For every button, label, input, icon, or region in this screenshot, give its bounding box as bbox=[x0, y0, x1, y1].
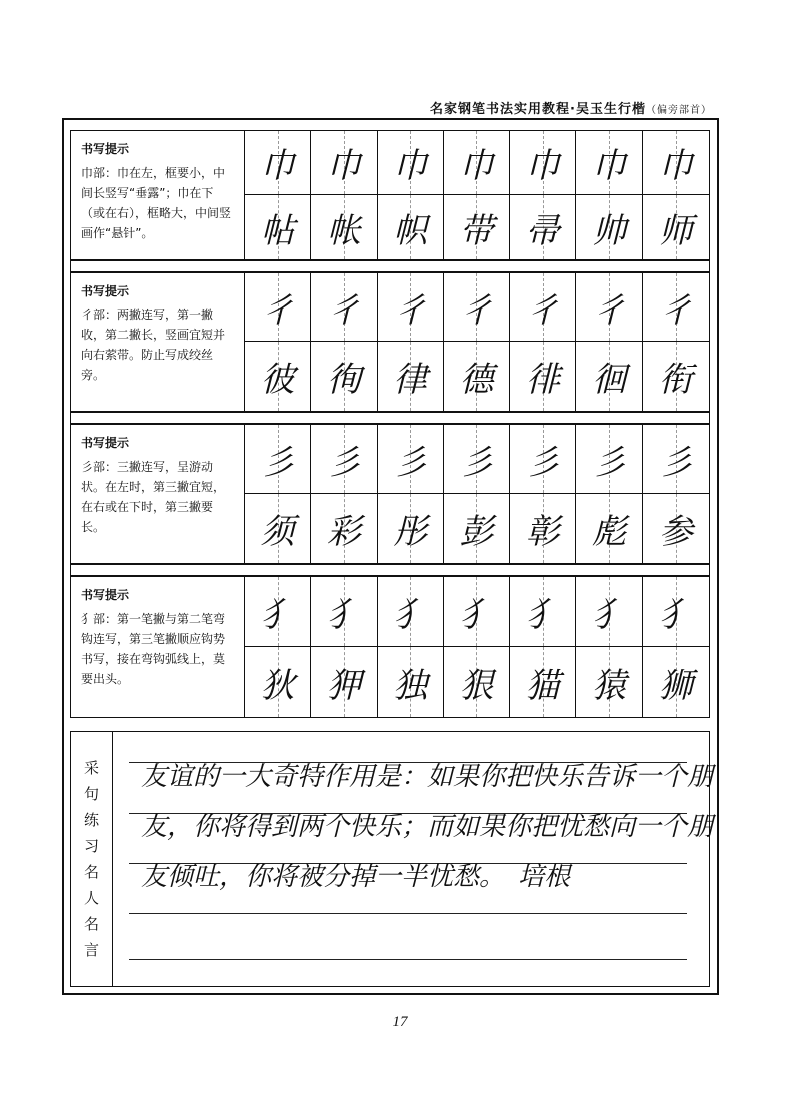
example-char: 师 bbox=[658, 210, 693, 251]
label-char: 名 bbox=[83, 863, 99, 881]
radical-char: 巾 bbox=[592, 146, 627, 186]
radical-char: 彳 bbox=[326, 290, 361, 331]
example-char: 彪 bbox=[592, 512, 627, 552]
example-char: 徇 bbox=[326, 360, 361, 400]
book-header bbox=[430, 98, 712, 117]
radical-section bbox=[70, 272, 710, 412]
example-char: 狠 bbox=[459, 665, 494, 706]
character-grid bbox=[245, 425, 709, 563]
example-char: 德 bbox=[459, 360, 494, 400]
radical-char: 彡 bbox=[393, 442, 428, 483]
example-cell bbox=[643, 647, 709, 717]
example-cell bbox=[576, 195, 642, 259]
example-cell bbox=[510, 647, 576, 717]
radical-cell bbox=[576, 425, 642, 494]
radical-char: 巾 bbox=[658, 146, 693, 186]
example-cell bbox=[444, 647, 510, 717]
character-grid bbox=[245, 131, 709, 259]
example-char: 帜 bbox=[393, 210, 428, 251]
practice-label bbox=[71, 732, 113, 986]
tip-text: 巾部：巾在左，框要小，中间长竖写“垂露”；巾在下（或在右），框略大，中间竖画作“悬针”。 bbox=[81, 166, 232, 240]
example-char: 狄 bbox=[260, 665, 295, 706]
radical-char: 彡 bbox=[525, 442, 560, 483]
radical-char: 彡 bbox=[592, 442, 627, 483]
section-gap bbox=[70, 412, 710, 424]
example-char: 带 bbox=[459, 210, 494, 251]
example-char: 徘 bbox=[525, 360, 560, 400]
radical-char: 犭 bbox=[525, 595, 560, 635]
radical-cell bbox=[643, 131, 709, 195]
radical-char: 犭 bbox=[260, 595, 295, 635]
tip-text: 彳部：两撇连写，第一撇收，第二撇长，竖画宜短并向右萦带。防止写成绞丝旁。 bbox=[81, 308, 226, 382]
radical-char: 巾 bbox=[525, 146, 560, 186]
radical-cell bbox=[576, 131, 642, 195]
example-char: 狮 bbox=[658, 665, 693, 706]
example-cell bbox=[378, 494, 444, 563]
example-cell bbox=[311, 494, 377, 563]
example-char: 彭 bbox=[459, 512, 494, 552]
radical-char: 犭 bbox=[592, 595, 627, 635]
example-cell bbox=[378, 342, 444, 411]
quote-text bbox=[141, 752, 714, 902]
radical-cell bbox=[378, 577, 444, 647]
tip-title: 书写提示 bbox=[81, 436, 130, 450]
example-cell bbox=[510, 342, 576, 411]
radical-char: 犭 bbox=[658, 595, 693, 635]
label-char: 练 bbox=[83, 811, 99, 829]
example-char: 帚 bbox=[525, 210, 560, 251]
example-char: 独 bbox=[393, 665, 428, 706]
radical-char: 巾 bbox=[459, 146, 494, 186]
label-char: 习 bbox=[83, 837, 99, 855]
example-cell bbox=[311, 342, 377, 411]
book-title: 名家钢笔书法实用教程·吴玉生行楷 bbox=[430, 102, 646, 117]
example-char: 帅 bbox=[592, 210, 627, 251]
radical-char: 彡 bbox=[459, 442, 494, 483]
tip-text: 彡部：三撇连写，呈游动状。在左时，第三撇宜短，在右或在下时，第三撇要长。 bbox=[81, 460, 226, 534]
radical-cell bbox=[378, 273, 444, 342]
example-char: 帖 bbox=[260, 210, 295, 251]
radical-char: 巾 bbox=[326, 146, 361, 186]
radical-cell bbox=[643, 273, 709, 342]
radical-cell bbox=[510, 425, 576, 494]
radical-char: 彳 bbox=[393, 290, 428, 331]
radical-cell bbox=[576, 577, 642, 647]
example-char: 狎 bbox=[326, 665, 361, 706]
example-cell bbox=[510, 195, 576, 259]
example-char: 猿 bbox=[592, 665, 627, 706]
tip-text: 犭部：第一笔撇与第二笔弯钩连写，第三笔撇顺应钩势书写，接在弯钩弧线上，莫要出头。 bbox=[81, 612, 226, 686]
radical-section bbox=[70, 576, 710, 718]
label-char: 言 bbox=[83, 941, 99, 959]
radical-cell bbox=[311, 425, 377, 494]
radical-char: 彡 bbox=[326, 442, 361, 483]
radical-char: 巾 bbox=[393, 146, 428, 186]
book-subtitle: （偏旁部首） bbox=[646, 105, 712, 116]
radical-char: 彳 bbox=[592, 290, 627, 331]
radical-cell bbox=[311, 131, 377, 195]
example-cell bbox=[311, 647, 377, 717]
label-char: 名 bbox=[83, 915, 99, 933]
page-number: 17 bbox=[392, 1014, 408, 1030]
tip-title: 书写提示 bbox=[81, 284, 130, 298]
quote-line: 友谊的一大奇特作用是：如果你把快乐告诉一个朋 bbox=[141, 762, 714, 792]
radical-cell bbox=[444, 273, 510, 342]
example-cell bbox=[643, 494, 709, 563]
radical-char: 彳 bbox=[459, 290, 494, 331]
example-cell bbox=[444, 342, 510, 411]
example-char: 衔 bbox=[658, 360, 693, 400]
label-char: 人 bbox=[83, 889, 99, 907]
example-char: 帐 bbox=[326, 210, 361, 251]
example-cell bbox=[643, 342, 709, 411]
radical-section bbox=[70, 424, 710, 564]
character-grid bbox=[245, 577, 709, 717]
radical-char: 彳 bbox=[525, 290, 560, 331]
radical-cell bbox=[245, 425, 311, 494]
radical-char: 犭 bbox=[326, 595, 361, 635]
radical-cell bbox=[643, 577, 709, 647]
radical-char: 彳 bbox=[658, 290, 693, 331]
example-cell bbox=[378, 647, 444, 717]
radical-section bbox=[70, 130, 710, 260]
section-gap bbox=[70, 564, 710, 576]
tip-title: 书写提示 bbox=[81, 142, 130, 156]
radical-cell bbox=[311, 577, 377, 647]
radical-cell bbox=[444, 131, 510, 195]
example-cell bbox=[311, 195, 377, 259]
tip-title: 书写提示 bbox=[81, 588, 130, 602]
example-cell bbox=[576, 494, 642, 563]
quote-practice-box bbox=[70, 731, 714, 987]
example-cell bbox=[245, 494, 311, 563]
example-char: 徊 bbox=[592, 360, 627, 400]
radical-cell bbox=[444, 425, 510, 494]
example-cell bbox=[245, 195, 311, 259]
example-cell bbox=[576, 647, 642, 717]
example-cell bbox=[510, 494, 576, 563]
radical-cell bbox=[510, 577, 576, 647]
radical-cell bbox=[510, 273, 576, 342]
radical-cell bbox=[643, 425, 709, 494]
radical-cell bbox=[245, 131, 311, 195]
example-cell bbox=[444, 195, 510, 259]
radical-cell bbox=[576, 273, 642, 342]
example-cell bbox=[576, 342, 642, 411]
quote-line: 友倾吐，你将被分掉一半忧愁。 培根 bbox=[141, 862, 571, 892]
radical-char: 彳 bbox=[260, 290, 295, 331]
example-char: 彩 bbox=[326, 512, 361, 552]
example-char: 猫 bbox=[525, 665, 560, 706]
example-char: 彤 bbox=[393, 512, 428, 552]
writing-tip bbox=[71, 273, 245, 411]
example-cell bbox=[245, 342, 311, 411]
radical-char: 彡 bbox=[260, 442, 295, 483]
example-cell bbox=[643, 195, 709, 259]
radical-char: 犭 bbox=[459, 595, 494, 635]
example-cell bbox=[378, 195, 444, 259]
example-char: 彼 bbox=[260, 360, 295, 400]
writing-tip bbox=[71, 425, 245, 563]
example-cell bbox=[245, 647, 311, 717]
example-char: 须 bbox=[260, 512, 295, 552]
radical-char: 犭 bbox=[393, 595, 428, 635]
radical-char: 巾 bbox=[260, 146, 295, 186]
radical-cell bbox=[444, 577, 510, 647]
radical-cell bbox=[311, 273, 377, 342]
radical-char: 彡 bbox=[658, 442, 693, 483]
label-char: 句 bbox=[83, 785, 99, 803]
writing-tip bbox=[71, 577, 245, 717]
writing-tip bbox=[71, 131, 245, 259]
section-gap bbox=[70, 260, 710, 272]
character-grid bbox=[245, 273, 709, 411]
radical-cell bbox=[245, 577, 311, 647]
example-cell bbox=[444, 494, 510, 563]
radical-cell bbox=[378, 131, 444, 195]
example-char: 彰 bbox=[525, 512, 560, 552]
radical-cell bbox=[510, 131, 576, 195]
quote-line: 友，你将得到两个快乐；而如果你把忧愁向一个朋 bbox=[141, 812, 714, 842]
radical-cell bbox=[245, 273, 311, 342]
example-char: 参 bbox=[658, 512, 693, 552]
label-char: 采 bbox=[83, 759, 99, 777]
radical-cell bbox=[378, 425, 444, 494]
example-char: 律 bbox=[393, 360, 428, 400]
